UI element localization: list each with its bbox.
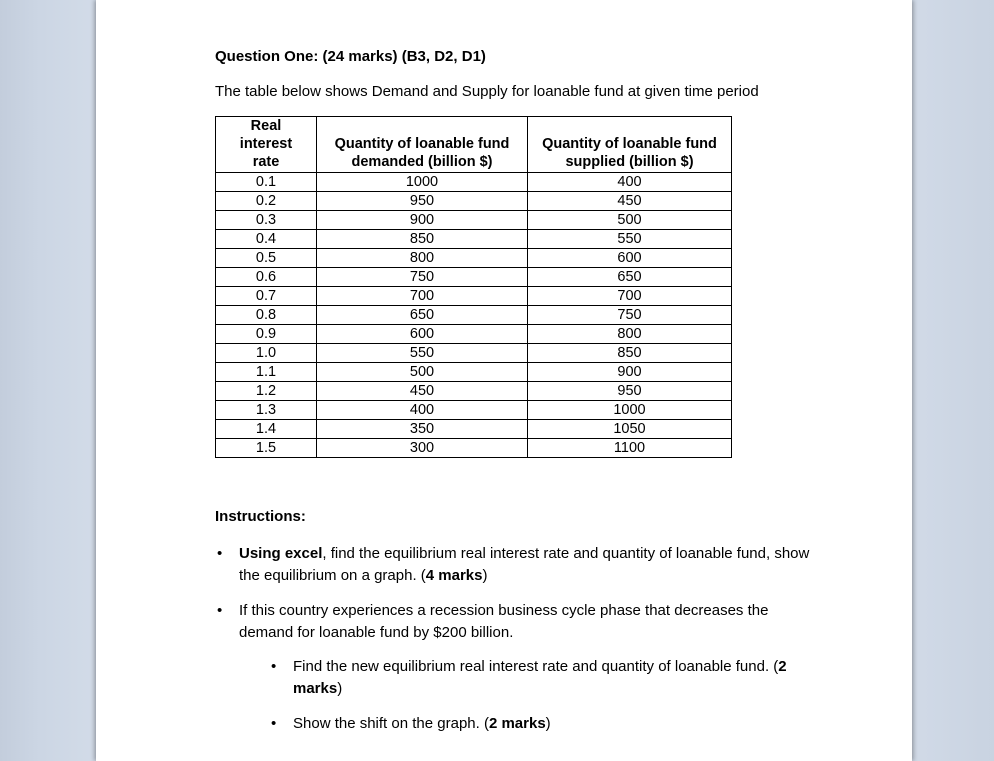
instructions-title: Instructions: <box>215 508 306 525</box>
cell-interest-rate: 0.1 <box>216 173 317 192</box>
cell-interest-rate: 0.7 <box>216 287 317 306</box>
bullet-icon: • <box>271 658 277 675</box>
table-row <box>216 439 732 458</box>
question-title: Question One: (24 marks) (B3, D2, D1) <box>215 48 486 65</box>
header-real-interest-rate: Real interest rate <box>216 117 317 173</box>
cell-quantity-supplied: 650 <box>528 268 732 287</box>
loanable-fund-table <box>215 116 732 458</box>
cell-quantity-demanded: 400 <box>317 401 528 420</box>
cell-quantity-supplied: 800 <box>528 325 732 344</box>
cell-quantity-supplied: 1000 <box>528 401 732 420</box>
instruction-1-bold: Using excel <box>239 545 323 562</box>
cell-interest-rate: 1.4 <box>216 420 317 439</box>
table-header-row <box>216 117 732 173</box>
table-row <box>216 287 732 306</box>
table-row <box>216 382 732 401</box>
cell-quantity-demanded: 700 <box>317 287 528 306</box>
table-row <box>216 344 732 363</box>
cell-quantity-demanded: 350 <box>317 420 528 439</box>
table-row <box>216 363 732 382</box>
cell-quantity-supplied: 450 <box>528 192 732 211</box>
table-row <box>216 173 732 192</box>
cell-interest-rate: 0.3 <box>216 211 317 230</box>
cell-interest-rate: 0.5 <box>216 249 317 268</box>
cell-interest-rate: 0.6 <box>216 268 317 287</box>
subitem-2-marks: 2 marks <box>488 715 546 732</box>
cell-quantity-demanded: 300 <box>317 439 528 458</box>
cell-quantity-demanded: 600 <box>317 325 528 344</box>
table-body <box>216 173 732 458</box>
instruction-item-2 <box>217 600 819 644</box>
instruction-2-text: If this country experiences a recession business cycle phase that decreases the demand for loanable fund by $200 billion. <box>239 602 769 641</box>
cell-interest-rate: 1.2 <box>216 382 317 401</box>
cell-quantity-demanded: 650 <box>317 306 528 325</box>
cell-quantity-supplied: 500 <box>528 211 732 230</box>
table-row <box>216 192 732 211</box>
cell-quantity-demanded: 950 <box>317 192 528 211</box>
table-row <box>216 325 732 344</box>
header-quantity-demanded: Quantity of loanable fund demanded (billion $) <box>317 117 528 173</box>
cell-interest-rate: 1.0 <box>216 344 317 363</box>
cell-quantity-supplied: 1100 <box>528 439 732 458</box>
subitem-1-close: ) <box>337 680 343 697</box>
cell-quantity-supplied: 400 <box>528 173 732 192</box>
table-row <box>216 230 732 249</box>
cell-quantity-supplied: 700 <box>528 287 732 306</box>
cell-quantity-demanded: 550 <box>317 344 528 363</box>
instruction-item-1 <box>217 543 819 587</box>
table-row <box>216 249 732 268</box>
subitem-1-marks: 2 marks <box>293 658 787 697</box>
table-row <box>216 420 732 439</box>
table-row <box>216 306 732 325</box>
cell-interest-rate: 0.4 <box>216 230 317 249</box>
instruction-subitem-1 <box>271 656 823 700</box>
bullet-icon: • <box>217 545 223 562</box>
document-page <box>96 0 912 761</box>
cell-quantity-demanded: 1000 <box>317 173 528 192</box>
cell-quantity-supplied: 900 <box>528 363 732 382</box>
cell-quantity-demanded: 850 <box>317 230 528 249</box>
cell-quantity-demanded: 750 <box>317 268 528 287</box>
bullet-icon: • <box>271 715 277 732</box>
instruction-1-close: ) <box>482 567 488 584</box>
header-quantity-supplied: Quantity of loanable fund supplied (billion $) <box>528 117 732 173</box>
cell-quantity-supplied: 850 <box>528 344 732 363</box>
cell-interest-rate: 1.3 <box>216 401 317 420</box>
cell-quantity-supplied: 750 <box>528 306 732 325</box>
instruction-subitem-2 <box>271 713 823 735</box>
cell-quantity-demanded: 450 <box>317 382 528 401</box>
cell-interest-rate: 1.5 <box>216 439 317 458</box>
cell-interest-rate: 0.8 <box>216 306 317 325</box>
cell-interest-rate: 0.9 <box>216 325 317 344</box>
cell-interest-rate: 1.1 <box>216 363 317 382</box>
bullet-icon: • <box>217 602 223 619</box>
cell-quantity-demanded: 900 <box>317 211 528 230</box>
cell-quantity-supplied: 600 <box>528 249 732 268</box>
subitem-2-close: ) <box>545 715 551 732</box>
table-row <box>216 211 732 230</box>
instruction-1-marks: 4 marks <box>425 567 483 584</box>
instruction-1-text: , find the equilibrium real interest rate and quantity of loanable fund, show the equilibrium on a graph. ( <box>239 545 810 584</box>
cell-quantity-supplied: 550 <box>528 230 732 249</box>
cell-quantity-demanded: 800 <box>317 249 528 268</box>
cell-interest-rate: 0.2 <box>216 192 317 211</box>
table-row <box>216 401 732 420</box>
question-intro: The table below shows Demand and Supply for loanable fund at given time period <box>215 83 759 100</box>
cell-quantity-demanded: 500 <box>317 363 528 382</box>
subitem-2-text: Show the shift on the graph. ( <box>293 715 489 732</box>
subitem-1-text: Find the new equilibrium real interest rate and quantity of loanable fund. ( <box>293 658 779 675</box>
table-row <box>216 268 732 287</box>
cell-quantity-supplied: 950 <box>528 382 732 401</box>
cell-quantity-supplied: 1050 <box>528 420 732 439</box>
